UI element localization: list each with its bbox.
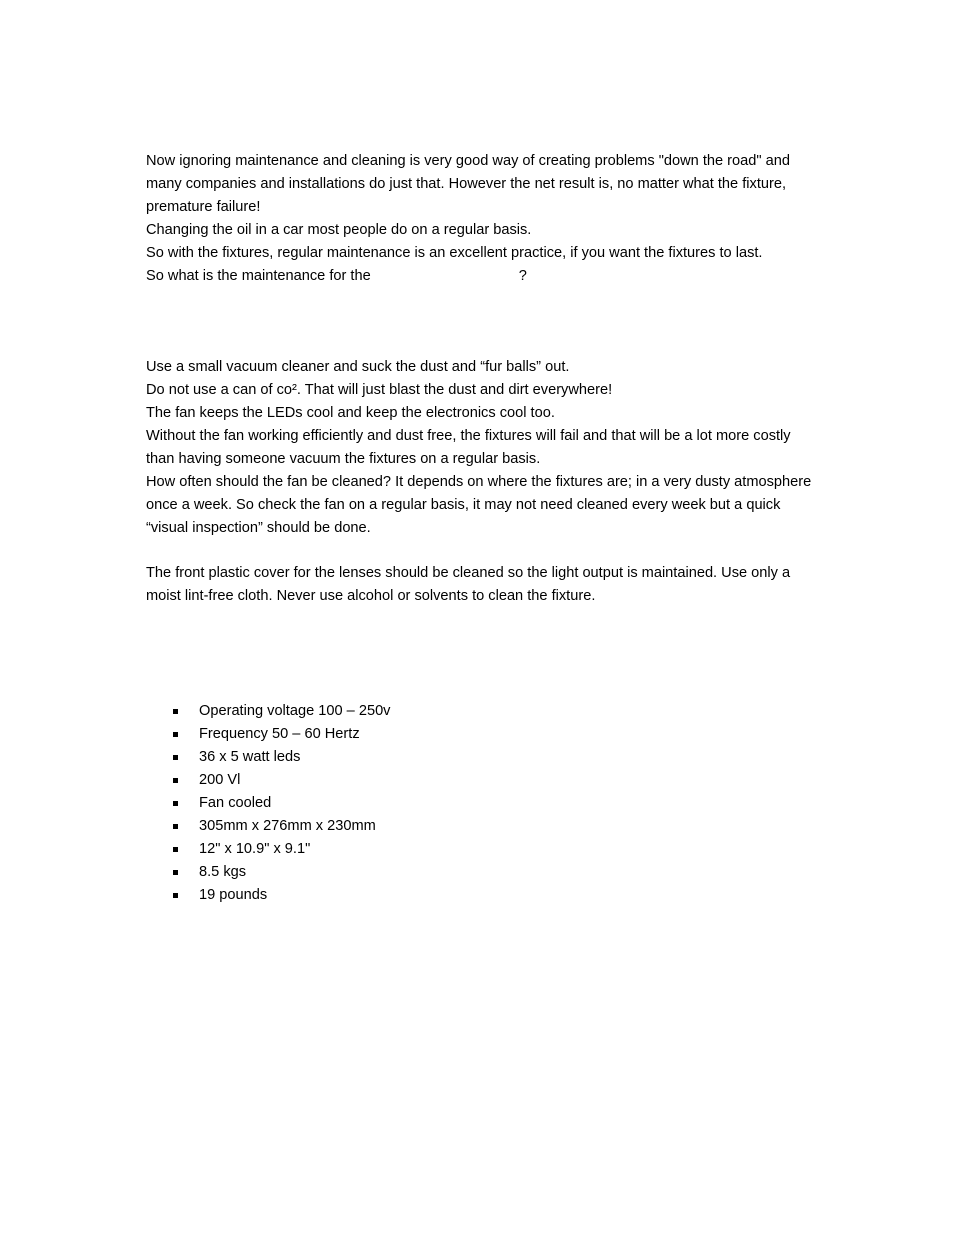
- question-start: So what is the maintenance for the: [146, 268, 371, 284]
- spec-text: 12" x 10.9" x 9.1": [199, 841, 311, 857]
- bullet-icon: [173, 732, 178, 737]
- spec-text: 200 Vl: [199, 772, 241, 788]
- spec-item: [170, 861, 390, 884]
- spec-text: Fan cooled: [199, 795, 272, 811]
- bullet-icon: [173, 755, 178, 760]
- fan-line: Use a small vacuum cleaner and suck the dust and “fur balls” out.: [146, 359, 570, 375]
- fan-line: than having someone vacuum the fixtures on a regular basis.: [146, 451, 541, 467]
- cover-line: The front plastic cover for the lenses should be cleaned so the light output is maintained. Use only a: [146, 565, 791, 581]
- intro-line: Now ignoring maintenance and cleaning is very good way of creating problems "down the road" and: [146, 153, 790, 169]
- fan-line: The fan keeps the LEDs cool and keep the electronics cool too.: [146, 405, 555, 421]
- spec-item: [170, 700, 390, 723]
- bullet-icon: [173, 801, 178, 806]
- spec-item: [170, 769, 390, 792]
- intro-line: Changing the oil in a car most people do on a regular basis.: [146, 222, 532, 238]
- intro-line: premature failure!: [146, 199, 261, 215]
- bullet-icon: [173, 709, 178, 714]
- fan-line: Without the fan working efficiently and dust free, the fixtures will fail and that will be a lot more costly: [146, 428, 791, 444]
- fan-line: “visual inspection” should be done.: [146, 520, 371, 536]
- cover-cleaning-paragraph: [146, 562, 826, 608]
- intro-paragraph: [146, 150, 826, 288]
- spec-item: [170, 838, 390, 861]
- fan-line: How often should the fan be cleaned? It depends on where the fixtures are; in a very dusty atmosphere: [146, 474, 812, 490]
- spec-text: 8.5 kgs: [199, 864, 247, 880]
- spec-text: Operating voltage 100 – 250v: [199, 703, 391, 719]
- spec-text: 19 pounds: [199, 887, 268, 903]
- spec-item: [170, 723, 390, 746]
- intro-line: many companies and installations do just that. However the net result is, no matter what the fixture,: [146, 176, 787, 192]
- spec-text: 36 x 5 watt leds: [199, 749, 301, 765]
- maintenance-question: [146, 265, 826, 288]
- spec-item: [170, 884, 390, 907]
- fan-line: Do not use a can of co². That will just blast the dust and dirt everywhere!: [146, 382, 613, 398]
- spec-text: 305mm x 276mm x 230mm: [199, 818, 376, 834]
- bullet-icon: [173, 870, 178, 875]
- intro-line: So with the fixtures, regular maintenance is an excellent practice, if you want the fixtures to last.: [146, 245, 763, 261]
- cover-line: moist lint-free cloth. Never use alcohol or solvents to clean the fixture.: [146, 588, 596, 604]
- specifications-list: [170, 700, 390, 907]
- spec-text: Frequency 50 – 60 Hertz: [199, 726, 360, 742]
- question-end: ?: [518, 268, 527, 284]
- bullet-icon: [173, 893, 178, 898]
- spec-item: [170, 815, 390, 838]
- fan-line: once a week. So check the fan on a regular basis, it may not need cleaned every week but a quick: [146, 497, 781, 513]
- spec-item: [170, 746, 390, 769]
- bullet-icon: [173, 778, 178, 783]
- fan-cleaning-paragraph: [146, 356, 826, 540]
- bullet-icon: [173, 847, 178, 852]
- spec-item: [170, 792, 390, 815]
- bullet-icon: [173, 824, 178, 829]
